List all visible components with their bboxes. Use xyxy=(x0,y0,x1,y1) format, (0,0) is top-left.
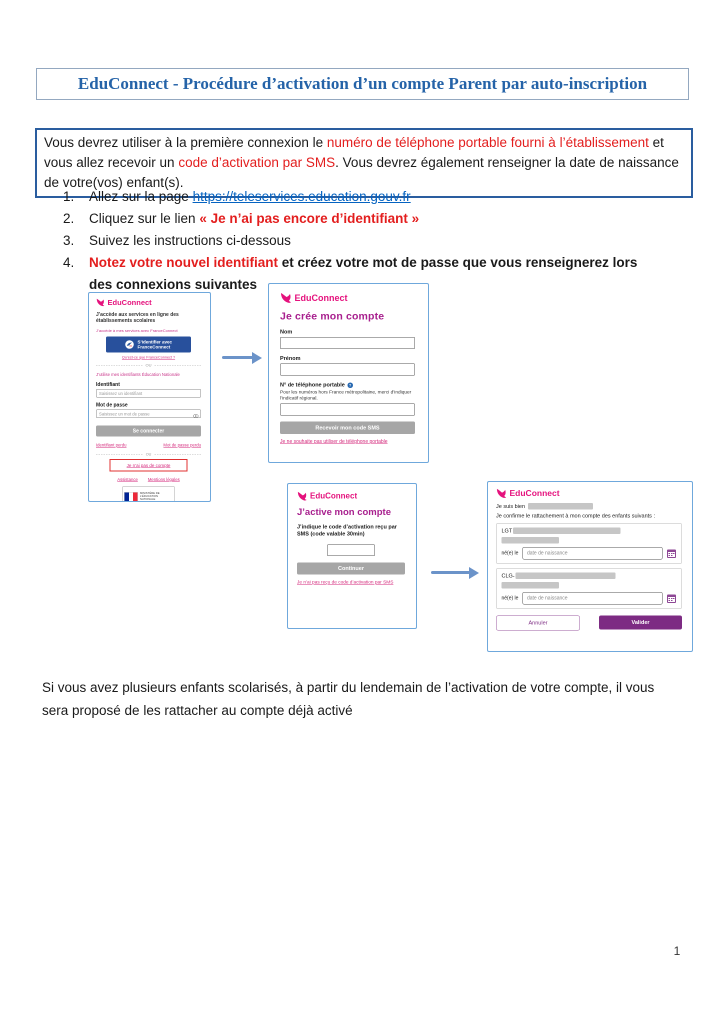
step-2-highlight: « Je n’ai pas encore d’identifiant » xyxy=(199,211,420,226)
step-3-text: Suivez les instructions ci-dessous xyxy=(89,233,291,248)
se-connecter-button[interactable]: Se connecter xyxy=(96,426,201,437)
dob-input-child-2[interactable] xyxy=(522,592,662,605)
step-1-text: Allez sur la page xyxy=(89,189,193,204)
redacted-school-name xyxy=(516,573,616,580)
calendar-icon[interactable] xyxy=(667,548,677,558)
educonnect-brand xyxy=(297,491,405,502)
prenom-label: Prénom xyxy=(280,355,301,362)
step-4-text: et créez votre mot de passe que vous renseignerez lors des connexions suivantes xyxy=(89,255,638,292)
educonnect-brand xyxy=(280,292,415,304)
mentions-legales-link[interactable]: Mentions légales xyxy=(147,477,180,482)
franceconnect-intro: J’accède à mes services avec FranceConnect xyxy=(96,328,178,333)
school-prefix: LGT xyxy=(501,527,513,534)
step-2-text: Cliquez sur le lien xyxy=(89,211,200,226)
screenshot-login-page xyxy=(88,292,211,502)
franceconnect-button[interactable] xyxy=(106,337,191,353)
assistance-link[interactable]: Assistance xyxy=(117,477,138,482)
mot-de-passe-input[interactable] xyxy=(96,410,201,419)
continuer-button[interactable]: Continuer xyxy=(297,563,405,575)
intro-note-red-phone: numéro de téléphone portable fourni à l’établissement xyxy=(326,135,649,150)
brand-name: EduConnect xyxy=(107,298,152,307)
document-title-text: EduConnect - Procédure d’activation d’un compte Parent par auto-inscription xyxy=(77,74,648,93)
dob-input-child-1[interactable] xyxy=(522,547,662,560)
step-2 xyxy=(63,208,655,230)
educonnect-brand xyxy=(96,298,201,307)
confirm-attachment-text: Je confirme le rattachement à mon compte des enfants suivants : xyxy=(496,513,655,519)
mot-de-passe-perdu-link[interactable]: Mot de passe perdu xyxy=(163,442,201,448)
teleservices-link[interactable]: https://teleservices.education.gouv.fr xyxy=(192,189,411,204)
what-is-franceconnect-link[interactable]: Qu’est-ce que FranceConnect ? xyxy=(121,355,176,360)
login-tagline: J’accède aux services en ligne des établissements scolaires xyxy=(96,312,179,324)
arrow-login-to-create xyxy=(222,356,253,359)
no-code-received-link[interactable]: Je n’ai pas reçu de code d’activation par SMS xyxy=(297,579,394,585)
educonnect-logo-icon xyxy=(297,491,308,502)
educonnect-logo-icon xyxy=(496,488,507,499)
redacted-name xyxy=(528,503,593,510)
franceconnect-logo-icon xyxy=(125,340,134,349)
identifiant-input[interactable] xyxy=(96,389,201,398)
screenshot-activate-account xyxy=(287,483,417,629)
redacted-school-name xyxy=(513,528,621,535)
document-title xyxy=(36,68,689,100)
recevoir-code-sms-button[interactable]: Recevoir mon code SMS xyxy=(280,422,415,435)
redacted-child-name xyxy=(502,537,560,544)
steps-list xyxy=(63,186,655,296)
step-3 xyxy=(63,230,655,252)
step-4-number: 4. xyxy=(63,255,75,270)
nom-label: Nom xyxy=(280,329,293,335)
educonnect-logo-icon xyxy=(280,292,292,304)
intro-note-red-sms: code d’activation par SMS xyxy=(178,155,336,170)
step-1 xyxy=(63,186,655,208)
footer-note: Si vous avez plusieurs enfants scolarisés, à partir du lendemain de l’activation de votre compte, il vous sera proposé de les rattacher au compte déjà activé xyxy=(42,680,655,718)
screenshot-create-account xyxy=(268,283,429,463)
activation-code-instruction: J’indique le code d’activation reçu par SMS (code valable 30min) xyxy=(297,524,397,537)
annuler-button[interactable]: Annuler xyxy=(496,616,580,631)
no-phone-link[interactable]: Je ne souhaite pas utiliser de téléphone portable xyxy=(280,439,388,445)
activate-account-heading: J’active mon compte xyxy=(297,507,391,518)
arrow-activate-to-confirm xyxy=(431,571,470,574)
dob-label: né(e) le xyxy=(501,550,519,556)
child-card-1 xyxy=(496,523,682,564)
separator-ou-2: OU xyxy=(96,452,201,457)
mot-de-passe-label: Mot de passe xyxy=(96,402,128,408)
telephone-label: N° de téléphone portable xyxy=(280,382,345,388)
ministry-logo xyxy=(123,487,175,503)
educonnect-logo-icon xyxy=(96,298,105,307)
eye-icon[interactable] xyxy=(193,412,199,421)
valider-button[interactable]: Valider xyxy=(599,616,682,630)
step-3-number: 3. xyxy=(63,233,75,248)
redacted-child-name xyxy=(502,582,560,589)
educonnect-brand xyxy=(496,488,682,499)
prenom-input[interactable] xyxy=(280,364,415,376)
ministry-label: MINISTÈRE DE L’ÉDUCATION NATIONALE xyxy=(140,492,160,501)
calendar-icon[interactable] xyxy=(667,593,677,603)
intro-note-text: Vous devrez utiliser à la première connexion le xyxy=(44,135,327,150)
no-account-highlight-box xyxy=(110,459,188,472)
page-number: 1 xyxy=(673,944,681,958)
screenshot-confirm-children xyxy=(487,481,693,652)
intro-note-text3: . Vous devrez également renseigner la date de naissance de votre(vos) enfant(s). xyxy=(44,155,679,190)
step-1-number: 1. xyxy=(63,189,75,204)
telephone-input[interactable] xyxy=(280,404,415,416)
brand-name: EduConnect xyxy=(294,292,348,303)
info-icon[interactable]: ? xyxy=(348,382,352,388)
brand-name: EduConnect xyxy=(509,488,560,498)
nom-input[interactable] xyxy=(280,337,415,349)
school-prefix: CLG- xyxy=(501,572,515,579)
telephone-help-text: Pour les numéros hors France métropolitaine, merci d’indiquer l’indicatif régional. xyxy=(280,389,412,401)
franceconnect-button-line1: S’identifier avec xyxy=(137,339,173,345)
je-nai-pas-de-compte-link[interactable]: Je n’ai pas de compte xyxy=(126,462,171,468)
step-4-highlight: Notez votre nouvel identifiant xyxy=(89,255,279,270)
french-flag-icon xyxy=(124,492,138,502)
brand-name: EduConnect xyxy=(310,491,358,501)
franceconnect-button-line2: FranceConnect xyxy=(137,344,171,350)
create-account-heading: Je crée mon compte xyxy=(280,310,385,322)
identifiant-label: Identifiant xyxy=(96,382,120,388)
activation-code-input[interactable] xyxy=(327,545,375,557)
identifiant-perdu-link[interactable]: Identifiant perdu xyxy=(96,442,127,448)
step-2-number: 2. xyxy=(63,211,75,226)
education-nationale-intro: J’utilise mes identifiants Éducation Nationale xyxy=(96,372,180,377)
intro-note-text2: et vous allez recevoir un xyxy=(44,135,664,170)
child-card-2 xyxy=(496,568,682,609)
identity-prefix: Je suis bien xyxy=(496,503,526,510)
separator-ou: OU xyxy=(96,363,201,368)
dob-label: né(e) le xyxy=(501,595,519,601)
